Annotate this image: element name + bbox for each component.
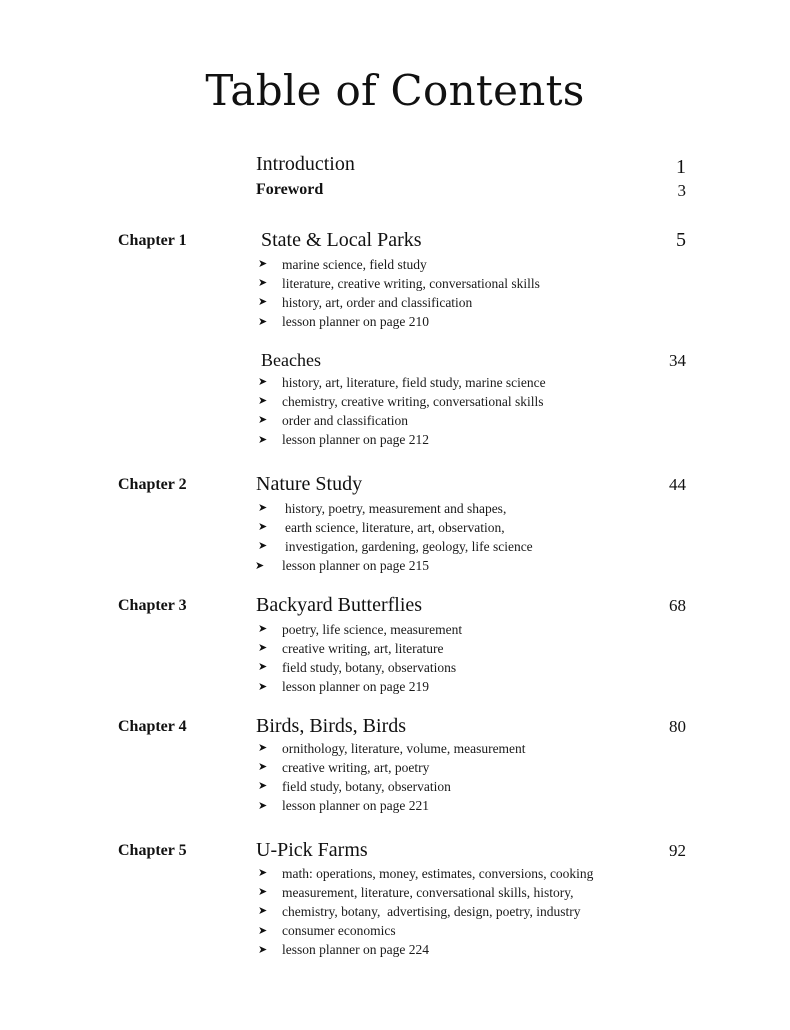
chapter-4-section-1-topics	[258, 739, 526, 816]
arrowhead-bullet-icon: ➤	[258, 924, 268, 937]
arrowhead-bullet-icon: ➤	[258, 296, 268, 309]
arrowhead-bullet-icon: ➤	[258, 943, 268, 956]
arrowhead-bullet-icon: ➤	[255, 559, 265, 572]
chapter-3-section-1-page: 68	[669, 596, 686, 615]
arrowhead-bullet-icon: ➤	[258, 395, 268, 408]
list-item: ➤ consumer economics	[258, 923, 396, 939]
arrowhead-bullet-icon: ➤	[258, 799, 268, 812]
list-item: ➤ marine science, field study	[258, 256, 427, 272]
chapter-4-section-1-title: Birds, Birds, Birds	[256, 715, 407, 737]
arrowhead-bullet-icon: ➤	[258, 433, 268, 446]
chapter-2-label: Chapter 2	[118, 476, 187, 493]
list-item: ➤ investigation, gardening, geology, life science	[258, 538, 533, 554]
chapter-1-section-1-title: State & Local Parks	[261, 229, 422, 251]
chapter-5-section-1-title: U-Pick Farms	[256, 839, 368, 861]
list-item: ➤ order and classification	[258, 412, 408, 428]
arrowhead-bullet-icon: ➤	[258, 414, 268, 427]
arrowhead-bullet-icon: ➤	[258, 623, 268, 636]
arrowhead-bullet-icon: ➤	[258, 540, 268, 553]
list-item: ➤ lesson planner on page 210	[258, 314, 429, 330]
chapter-5-section-1-topics	[258, 864, 593, 960]
page-title: Table of Contents	[205, 66, 585, 115]
chapter-1-label: Chapter 1	[118, 232, 187, 249]
list-item: ➤ history, art, literature, field study, marine science	[258, 374, 546, 390]
list-item: ➤ chemistry, creative writing, conversational skills	[258, 393, 544, 409]
chapter-2-section-1-topics	[255, 499, 533, 576]
list-item: ➤ history, art, order and classification	[258, 294, 473, 310]
arrowhead-bullet-icon: ➤	[258, 780, 268, 793]
list-item: ➤ chemistry, botany, advertising, design, poetry, industry	[258, 903, 581, 919]
chapter-4-label: Chapter 4	[118, 718, 187, 735]
list-item: ➤ measurement, literature, conversational skills, history,	[258, 884, 574, 900]
list-item: ➤ field study, botany, observations	[258, 659, 457, 675]
arrowhead-bullet-icon: ➤	[258, 867, 268, 880]
arrowhead-bullet-icon: ➤	[258, 376, 268, 389]
chapter-4-section-1-page: 80	[669, 717, 686, 736]
arrowhead-bullet-icon: ➤	[258, 277, 268, 290]
arrowhead-bullet-icon: ➤	[258, 886, 268, 899]
list-item: ➤ poetry, life science, measurement	[258, 621, 463, 637]
front-matter-introduction-page: 1	[676, 156, 686, 178]
chapter-5-section-1-page: 92	[669, 841, 686, 860]
list-item: ➤ lesson planner on page 215	[255, 558, 429, 574]
chapter-1-section-1-page: 5	[676, 229, 686, 251]
list-item: ➤ earth science, literature, art, observation,	[258, 519, 505, 535]
chapter-2-section-1-page: 44	[669, 475, 686, 494]
chapter-1-section-1-topics	[258, 255, 540, 332]
chapter-3-section-1-topics	[258, 620, 462, 697]
arrowhead-bullet-icon: ➤	[258, 742, 268, 755]
arrowhead-bullet-icon: ➤	[258, 315, 268, 328]
front-matter-introduction-title: Introduction	[256, 153, 355, 175]
chapter-1-section-2-title: Beaches	[261, 350, 321, 370]
list-item: ➤ ornithology, literature, volume, measurement	[258, 740, 526, 756]
chapter-1-section-2-page: 34	[669, 351, 686, 370]
list-item: ➤ lesson planner on page 224	[258, 942, 429, 958]
arrowhead-bullet-icon: ➤	[258, 761, 268, 774]
list-item: ➤ math: operations, money, estimates, conversions, cooking	[258, 865, 594, 881]
list-item: ➤ lesson planner on page 212	[258, 432, 429, 448]
chapter-5-label: Chapter 5	[118, 842, 187, 859]
chapter-3-section-1-title: Backyard Butterflies	[256, 594, 423, 616]
arrowhead-bullet-icon: ➤	[258, 502, 268, 515]
arrowhead-bullet-icon: ➤	[258, 661, 268, 674]
list-item: ➤ lesson planner on page 221	[258, 798, 429, 814]
list-item: ➤ creative writing, art, poetry	[258, 759, 430, 775]
list-item: ➤ lesson planner on page 219	[258, 679, 429, 695]
front-matter-foreword-title: Foreword	[256, 181, 324, 198]
chapter-2-section-1-title: Nature Study	[256, 473, 363, 495]
arrowhead-bullet-icon: ➤	[258, 642, 268, 655]
arrowhead-bullet-icon: ➤	[258, 521, 268, 534]
chapter-1-section-2-topics	[258, 373, 546, 450]
list-item: ➤ field study, botany, observation	[258, 778, 451, 794]
list-item: ➤ history, poetry, measurement and shapes,	[258, 500, 507, 516]
front-matter-foreword-page: 3	[677, 181, 686, 200]
arrowhead-bullet-icon: ➤	[258, 680, 268, 693]
list-item: ➤ literature, creative writing, conversational skills	[258, 275, 540, 291]
arrowhead-bullet-icon: ➤	[258, 258, 268, 271]
chapter-3-label: Chapter 3	[118, 597, 187, 614]
list-item: ➤ creative writing, art, literature	[258, 640, 444, 656]
arrowhead-bullet-icon: ➤	[258, 905, 268, 918]
